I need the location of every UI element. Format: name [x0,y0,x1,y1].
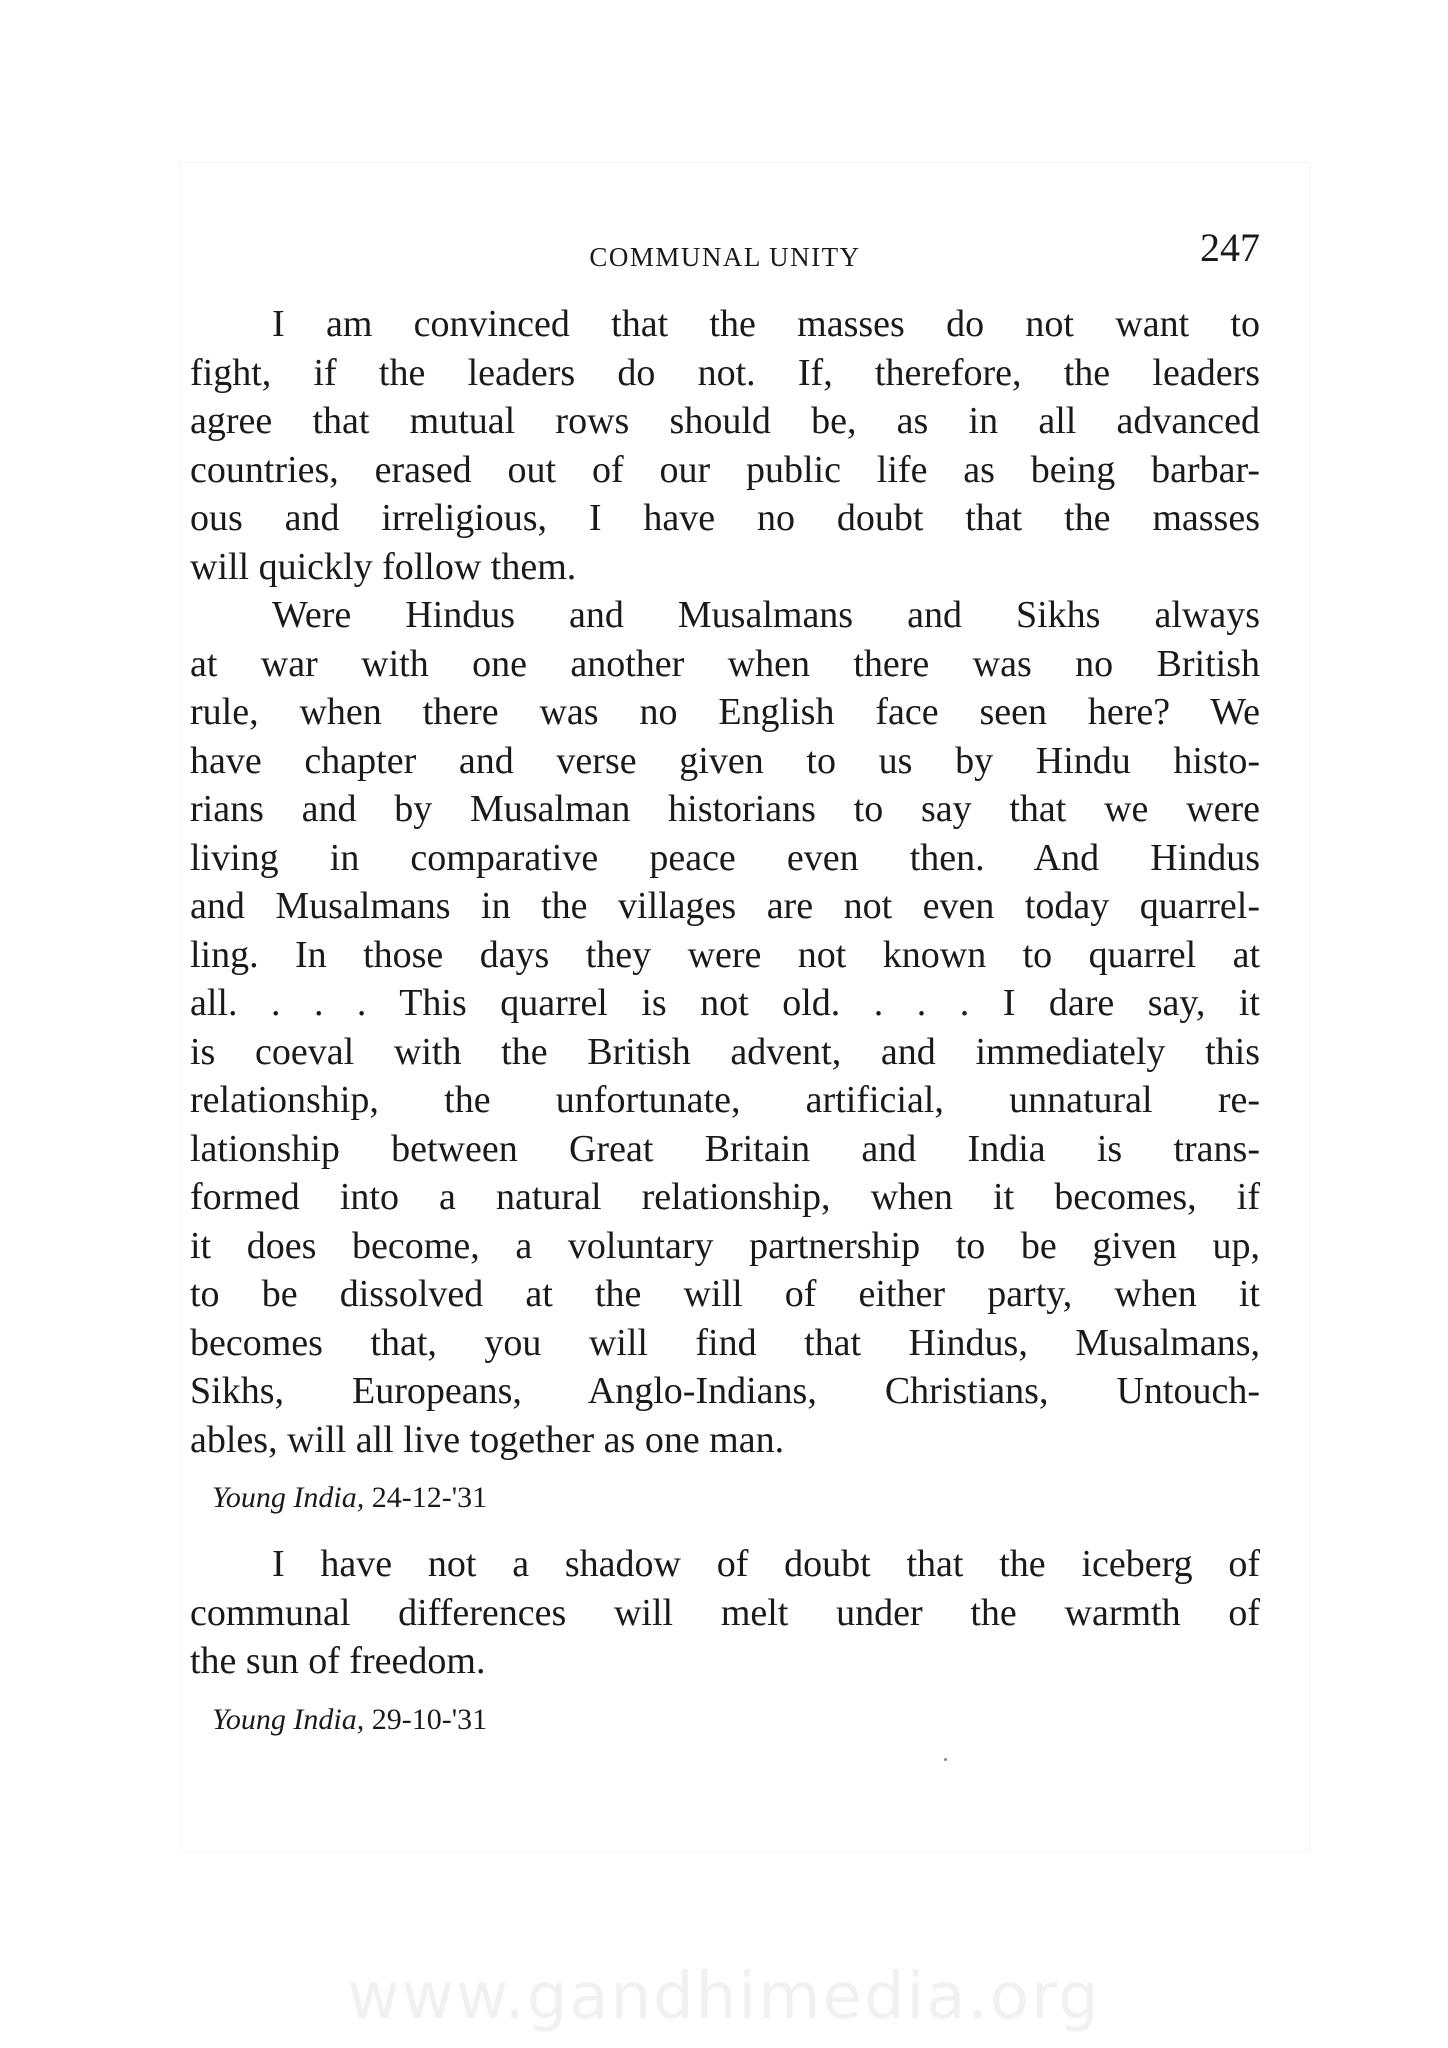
paragraph-line: I have not a shadow of doubt that the iceberg of [272,1543,1260,1585]
paragraph-3 [190,1540,1260,1686]
scan-speck [944,1758,947,1761]
paragraph-2 [190,591,1260,1464]
watermark: www.gandhimedia.org [347,1960,1101,2034]
paragraph-line: rians and by Musalman historians to say that we were [190,788,1260,830]
paragraph-line: living in comparative peace even then. And Hindus [190,836,1260,879]
page-number: 247 [1200,225,1260,270]
source-publication: Young India, [212,1481,365,1514]
paragraph-line: fight, if the leaders do not. If, therefore, the leaders [190,351,1260,394]
paragraph-line: all. . . . This quarrel is not old. . . . I dare say, it [190,982,1260,1024]
paragraph-line: formed into a natural relationship, when it becomes, if [190,1176,1260,1218]
running-title: COMMUNAL UNITY [589,242,861,272]
paragraph-line: and Musalmans in the villages are not even today quarrel- [190,885,1260,927]
paragraph-line: communal differences will melt under the warmth of [190,1591,1260,1634]
paragraph-line: relationship, the unfortunate, artificial, unnatural re- [190,1079,1260,1121]
paragraph-line: ables, will all live together as one man. [190,1418,785,1461]
paragraph-line: have chapter and verse given to us by Hindu histo- [190,739,1260,782]
paragraph-line: ous and irreligious, I have no doubt that the masses [190,497,1260,539]
source-date: 24-12-'31 [371,1481,488,1514]
paragraph-line: I am convinced that the masses do not want to [272,303,1260,345]
paragraph-line: at war with one another when there was no British [190,642,1260,685]
source-citation [212,1478,1260,1518]
paragraph-line: the sun of freedom. [190,1640,486,1682]
paragraph-line: Sikhs, Europeans, Anglo-Indians, Christians, Untouch- [190,1370,1260,1412]
paragraph-line: will quickly follow them. [190,545,577,588]
paragraph-1 [190,300,1260,591]
paragraph-line: countries, erased out of our public life as being barbar- [190,448,1260,491]
paragraph-line: to be dissolved at the will of either party, when it [190,1273,1260,1315]
running-head [190,224,1260,284]
paragraph-line: rule, when there was no English face seen here? We [190,691,1260,733]
source-date: 29-10-'31 [371,1702,488,1736]
body-text [190,300,1260,1762]
paragraph-line: it does become, a voluntary partnership to be given up, [190,1224,1260,1267]
paragraph-line: agree that mutual rows should be, as in all advanced [190,400,1260,442]
paragraph-line: lationship between Great Britain and India is trans- [190,1127,1260,1170]
paragraph-line: becomes that, you will find that Hindus, Musalmans, [190,1321,1260,1364]
source-publication: Young India, [212,1702,365,1736]
paragraph-line: Were Hindus and Musalmans and Sikhs always [272,594,1260,636]
source-citation [212,1700,1260,1740]
paragraph-line: is coeval with the British advent, and immediately this [190,1030,1260,1073]
paragraph-line: ling. In those days they were not known to quarrel at [190,933,1260,976]
